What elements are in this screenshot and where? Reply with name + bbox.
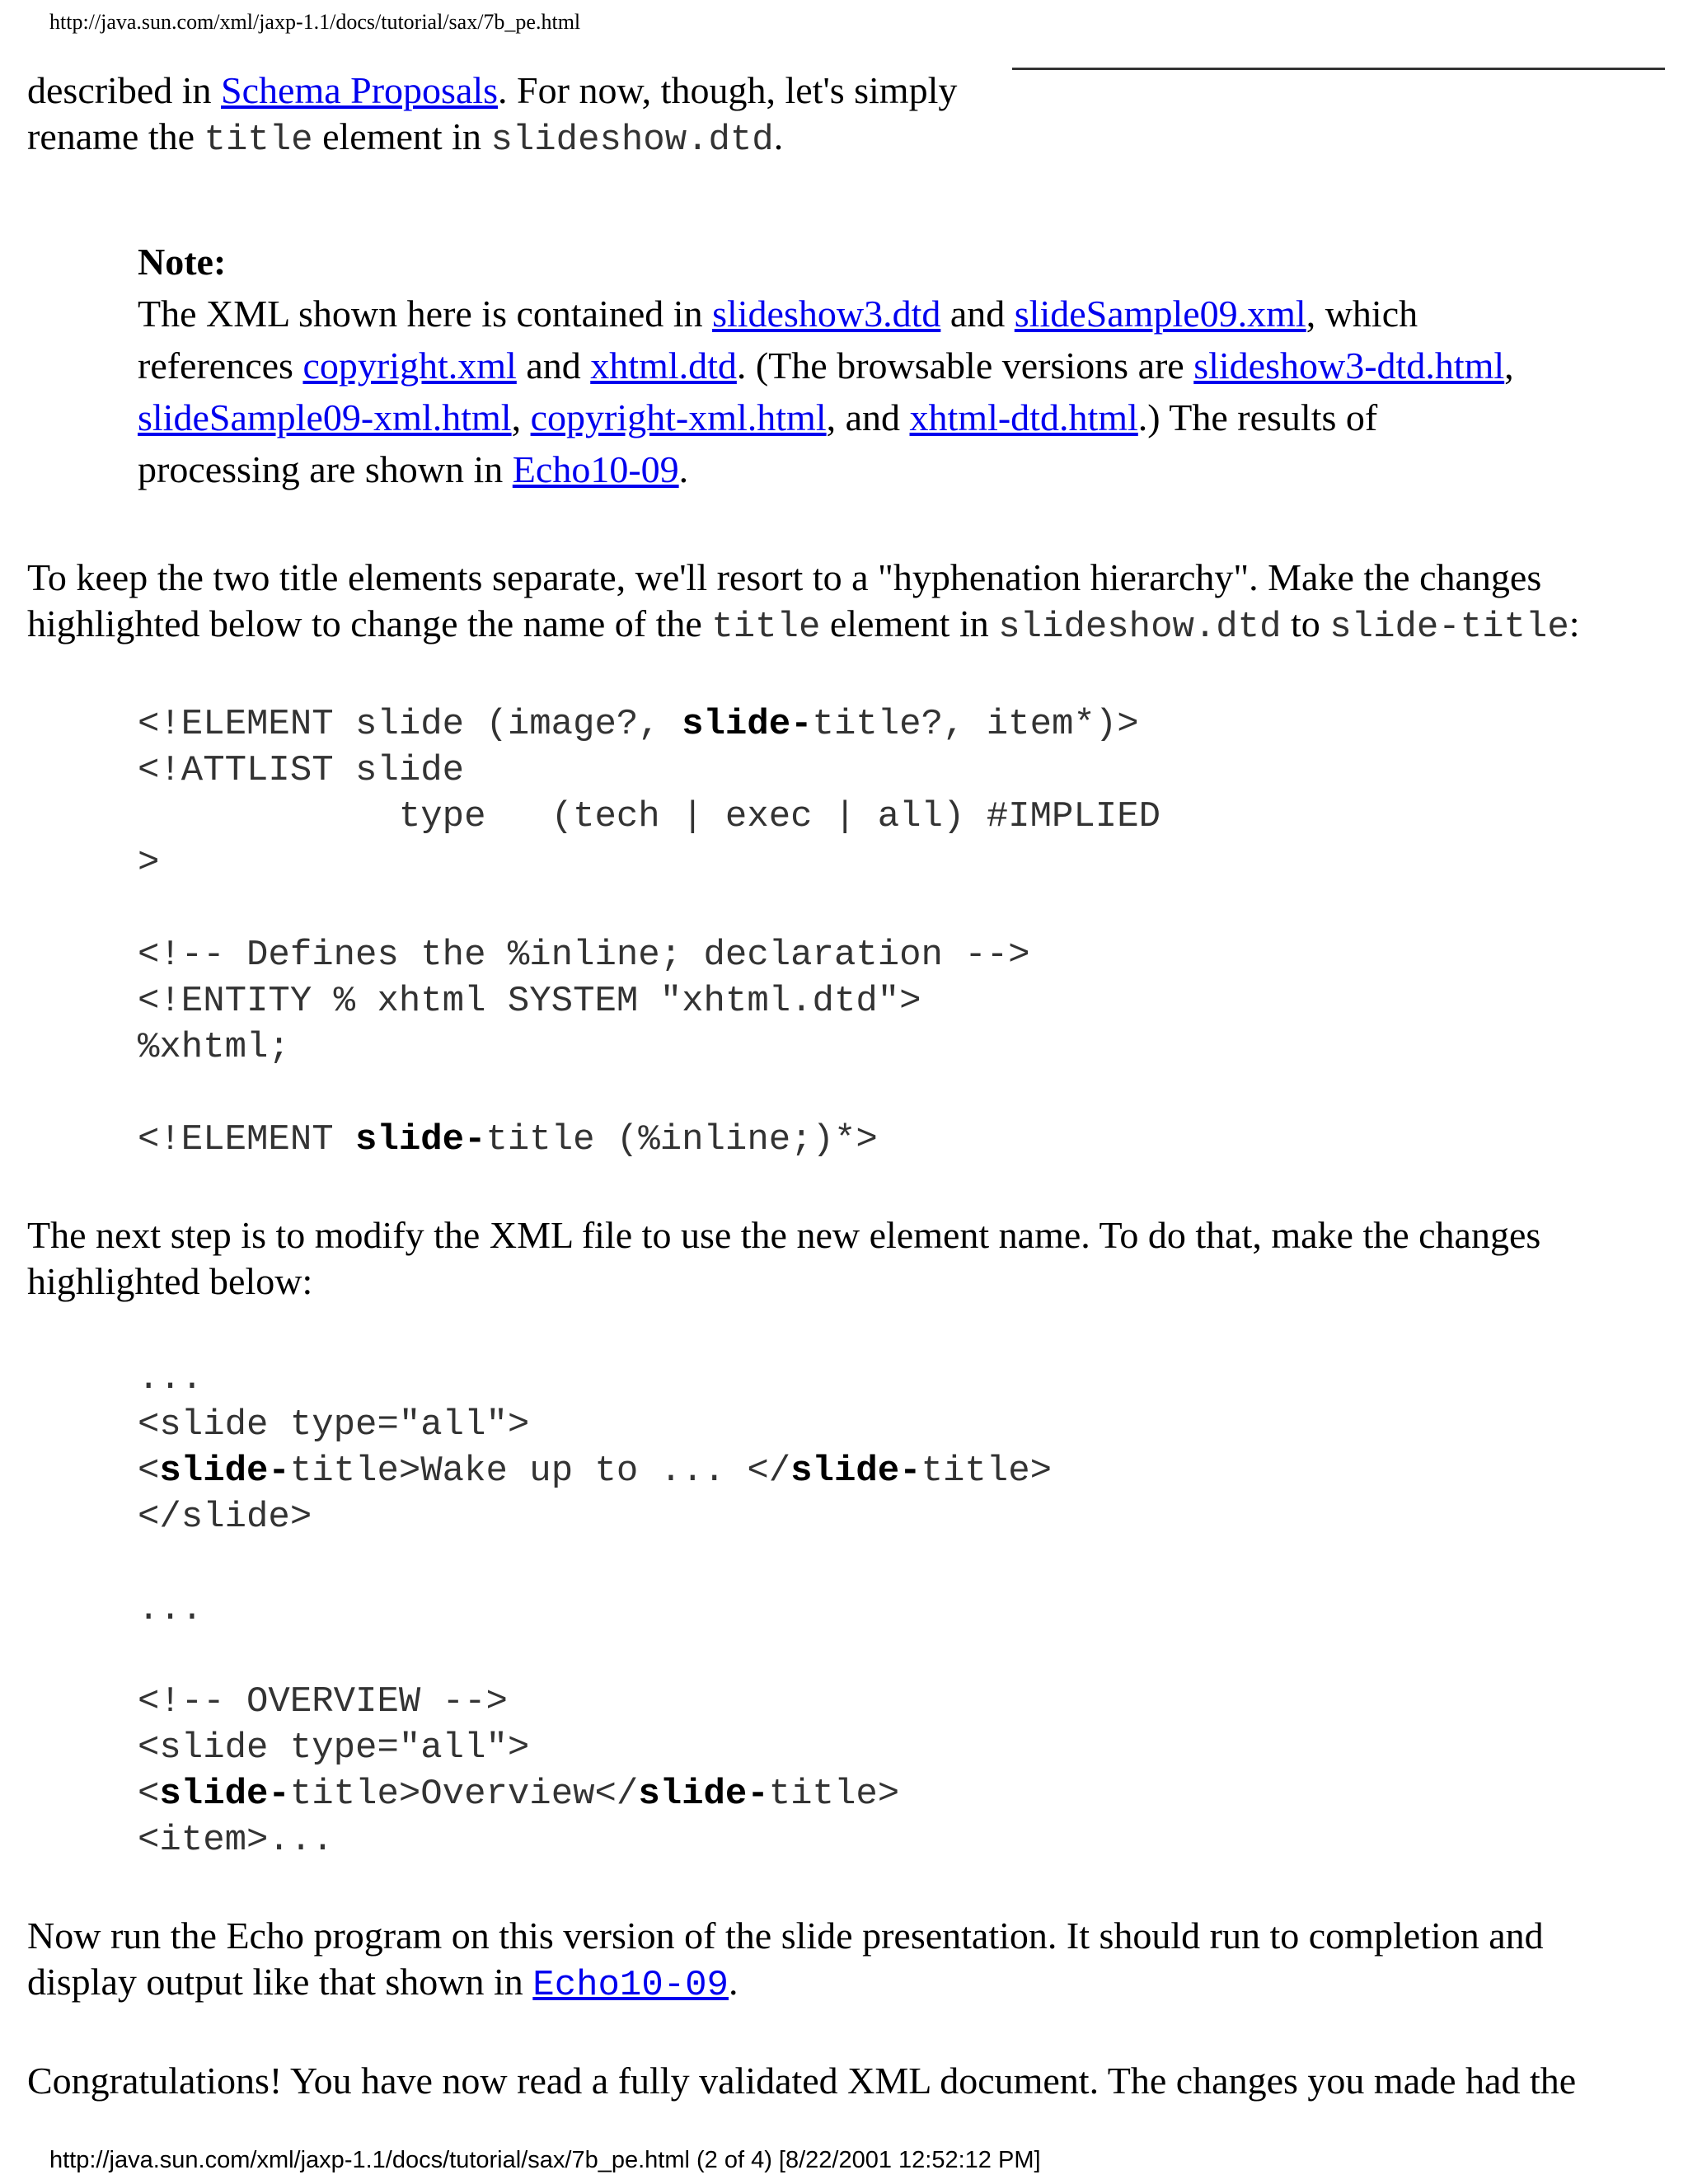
xml-code-block: ... <slide type="all"> <slide-title>Wake up to ... </slide-title> </slide> ... <!-- OVERVIEW --> <slide type="all"> <slide-title>Overview</slide-title> <item>...	[138, 1358, 1053, 1861]
link-copyright-xml[interactable]: copyright.xml	[302, 344, 517, 387]
link-echo10-09[interactable]: Echo10-09	[512, 448, 679, 490]
dtd-code-block: <!ELEMENT slide (image?, slide-title?, item*)> <!ATTLIST slide type (tech | exec | all) #IMPLIED > <!-- Defines the %inline; declaration --> <!ENTITY % xhtml SYSTEM "xhtml.dtd"> %xhtml; <!ELEMENT slide-title (%inline;)*>	[138, 704, 1161, 1160]
page-header-url: http://java.sun.com/xml/jaxp-1.1/docs/tutorial/sax/7b_pe.html	[49, 10, 581, 34]
intro-paragraph: described in Schema Proposals. For now, though, let's simply rename the title element in slideshow.dtd.	[27, 69, 958, 161]
document-body	[27, 68, 1655, 2104]
link-schema-proposals[interactable]: Schema Proposals	[221, 69, 499, 111]
page-footer-url: http://java.sun.com/xml/jaxp-1.1/docs/tutorial/sax/7b_pe.html (2 of 4) [8/22/2001 12:52:12 PM]	[49, 2147, 1041, 2173]
link-copyright-xml-html[interactable]: copyright-xml.html	[530, 396, 827, 438]
note-text: The XML shown here is contained in slideshow3.dtd and slideSample09.xml, which references copyright.xml and xhtml.dtd. (The browsable versions are slideshow3-dtd.html, slideSample09-xml.html, copyright-xml.html, and xhtml-dtd.html.) The results of processing are shown in Echo10-09.	[138, 293, 1514, 490]
link-slideshow3-dtd[interactable]: slideshow3.dtd	[712, 293, 941, 335]
link-slideshow3-dtd-html[interactable]: slideshow3-dtd.html	[1193, 344, 1505, 387]
link-slidesample09-xml-html[interactable]: slideSample09-xml.html	[138, 396, 512, 438]
code-title: title	[204, 120, 313, 161]
link-xhtml-dtd-html[interactable]: xhtml-dtd.html	[909, 396, 1138, 438]
modify-xml-paragraph: The next step is to modify the XML file to use the new element name. To do that, make the changes highlighted below:	[27, 1214, 1541, 1302]
link-xhtml-dtd[interactable]: xhtml.dtd	[590, 344, 737, 387]
link-slidesample09-xml[interactable]: slideSample09.xml	[1014, 293, 1306, 335]
note-title: Note:	[138, 241, 227, 283]
run-echo-paragraph: Now run the Echo program on this version of the slide presentation. It should run to completion and display output like that shown in Echo10-09.	[27, 1915, 1544, 2006]
note-block	[138, 236, 1655, 495]
hyphenation-paragraph: To keep the two title elements separate, we'll resort to a "hyphenation hierarchy". Make the changes highlighted below to change the name of the title element in slideshow.dtd to slide-title:	[27, 556, 1580, 648]
link-echo10-09-code[interactable]: Echo10-09	[532, 1965, 729, 2006]
congratulations-paragraph: Congratulations! You have now read a fully validated XML document. The changes you made had the	[27, 2060, 1577, 2102]
code-slideshow-dtd: slideshow.dtd	[490, 120, 774, 161]
